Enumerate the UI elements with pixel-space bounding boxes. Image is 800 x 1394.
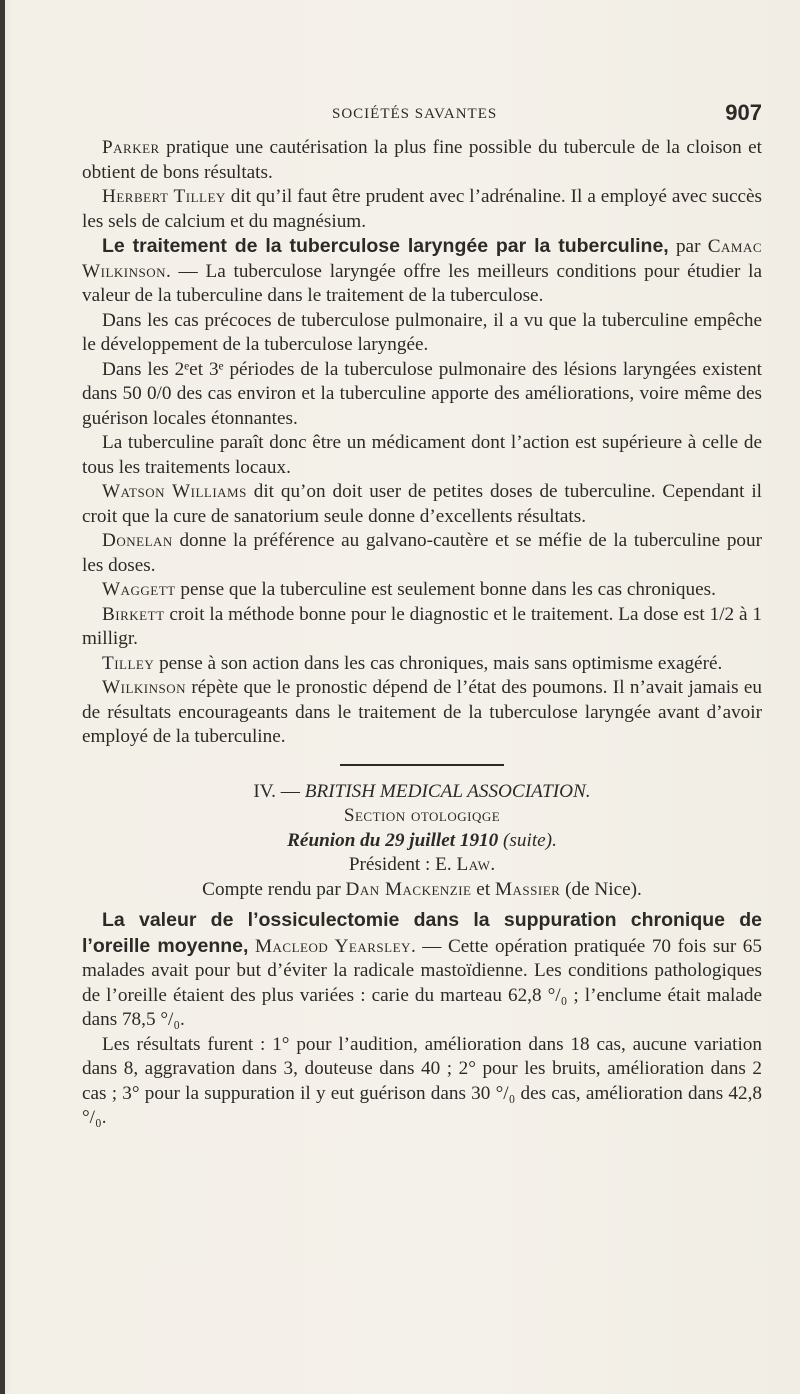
article-title: La valeur de l’ossiculectomie dans la suppuration chronique de l’oreille moyenne, — [82, 909, 762, 957]
author-name: Parker — [102, 137, 160, 158]
author-name: Camac Wilkinson — [82, 236, 763, 282]
binding-edge — [0, 0, 5, 1394]
author-name: Herbert Tilley — [102, 186, 226, 207]
report-mid: et — [471, 878, 495, 900]
paragraph-conclusion: La tuberculine paraît donc être un médicament dont l’action est supérieure à celle de tous les traitements locaux. — [82, 432, 762, 478]
meeting-date — [82, 829, 762, 854]
paragraph-ossiculectomie — [82, 908, 762, 1033]
president-line — [82, 853, 762, 878]
reporter-name: Dan Mackenzie — [345, 878, 472, 900]
paragraph-text: dit qu’on doit user de petites doses de tuberculine. Cependant il croit que la cure de sanatorium seule donne d’excellents résultats. — [82, 481, 762, 527]
paragraph-text: pratique une cautérisation la plus fine possible du tubercule de la cloison et obtient de bons résultats. — [82, 137, 762, 183]
author-name: Wilkinson — [102, 677, 186, 698]
body-text — [82, 136, 762, 1131]
paragraph-text: répète que le pronostic dépend de l’état des poumons. Il n’avait jamais eu de résultats encourageants dans le traitement de la tuberculose laryngée avant d’avoir employé de la tuberculine. — [82, 677, 762, 747]
meeting-date-value: 29 juillet 1910 — [385, 829, 499, 851]
report-credit — [82, 878, 762, 903]
paragraph-herbert-tilley — [82, 185, 762, 234]
report-suffix: (de Nice). — [560, 878, 642, 900]
president-label: Président : E. — [348, 854, 457, 875]
paragraph-waggett — [82, 578, 762, 603]
paragraph-text: pense à son action dans les cas chroniques, mais sans optimisme exagéré. — [154, 652, 723, 674]
report-prefix: Compte rendu par — [202, 878, 346, 900]
running-title: SOCIÉTÉS SAVANTES — [332, 106, 498, 122]
subsection-heading: Section otologiqge — [343, 805, 501, 826]
paragraph-results: Les résultats furent : 1° pour l’audition, amélioration dans 18 cas, aucune variation dans 8, aggravation dans 3, douteuse dans 40 ; 2° pour les bruits, amélioration dans 2 cas ; 3° pour la suppuration il y eut guérison dans 30 °/₀ des cas, amélioration dans 42,8 °/₀. — [82, 1033, 762, 1128]
section-number: IV. — — [253, 780, 305, 802]
reporter-name: Massier — [494, 878, 561, 900]
section-title: BRITISH MEDICAL ASSOCIATION. — [304, 780, 591, 802]
paragraph-text: dit qu’il faut être prudent avec l’adrénaline. Il a employé avec succès les sels de calcium et du magnésium. — [82, 186, 762, 232]
author-name: Watson Williams — [102, 481, 247, 502]
author-name: Waggett — [102, 579, 176, 600]
paragraph-donelan — [82, 529, 762, 578]
section-divider — [340, 764, 504, 766]
running-header — [82, 100, 762, 136]
author-name: Birkett — [102, 603, 165, 625]
paragraph-periods: Dans les 2ᵉet 3ᵉ périodes de la tuberculose pulmonaire des lésions laryngées existent dans 50 0/0 des cas environ et la tuberculine apporte des améliorations, voire même des guérison locales étonnantes. — [82, 358, 762, 429]
paragraph-tilley — [82, 652, 762, 677]
section-heading — [82, 780, 762, 805]
paragraph-wilkinson — [82, 676, 762, 750]
paragraph-text: croit la méthode bonne pour le diagnostic et le traitement. La dose est 1/2 à 1 milligr. — [82, 603, 762, 649]
paragraph-parker — [82, 136, 762, 185]
paragraph-birkett — [82, 603, 762, 652]
paragraph-text: . — Cette opération pratiquée 70 fois sur 65 malades avait pour but d’éviter la radicale mastoïdienne. Les conditions pathologiques de l’oreille étaient des plus variées : carie du marteau 62,8 °/₀ ; l’enclume était malade dans 78,5 °/₀. — [82, 935, 762, 1030]
article-title: Le traitement de la tuberculose laryngée par la tuberculine, — [102, 235, 669, 257]
meeting-prefix: Réunion du — [287, 829, 386, 851]
author-name: Macleod Yearsley — [254, 935, 411, 957]
paragraph-text: . — La tuberculose laryngée offre les meilleurs conditions pour étudier la valeur de la tuberculine dans le traitement de la tuberculose. — [82, 260, 762, 306]
president-name: Law — [456, 854, 491, 875]
page-number: 907 — [725, 100, 762, 125]
word-par: par — [668, 236, 708, 257]
paragraph-watson-williams — [82, 480, 762, 529]
paragraph-text: donne la préférence au galvano-cautère et se méfie de la tuberculine pour les doses. — [82, 530, 762, 576]
paragraph-tuberculine-heading — [82, 234, 762, 309]
page-content — [82, 100, 762, 1131]
author-name: Donelan — [102, 530, 173, 551]
paragraph-early-cases: Dans les cas précoces de tuberculose pulmonaire, il a vu que la tuberculine empêche le développement de la tuberculose laryngée. — [82, 309, 762, 355]
president-end: . — [490, 854, 496, 875]
paragraph-text: pense que la tuberculine est seulement bonne dans les cas chroniques. — [175, 579, 716, 600]
author-name: Tilley — [102, 652, 155, 674]
meeting-suffix: (suite). — [498, 829, 557, 851]
